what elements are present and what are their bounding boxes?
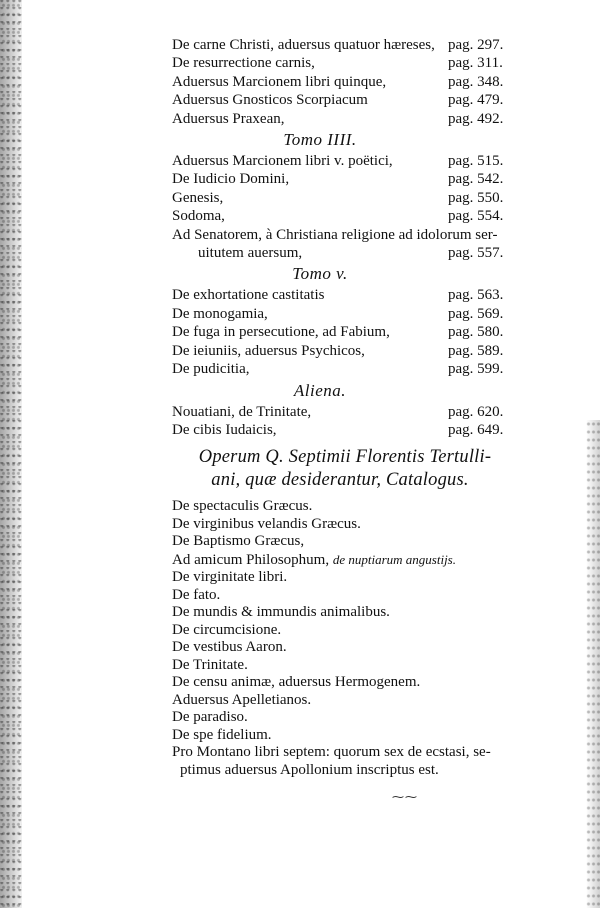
toc-entry: De monogamia, pag. 569.: [172, 305, 504, 322]
toc-entry: Aduersus Marcionem libri v. poëtici, pag. 515.: [172, 153, 504, 170]
list-item: De mundis & immundis animalibus.: [172, 604, 390, 620]
list-item: De paradiso.: [172, 709, 248, 725]
toc-entry: Aduersus Gnosticos Scorpiacum pag. 479.: [172, 92, 504, 109]
list-item: Aduersus Apelletianos.: [172, 691, 312, 708]
toc-entry: Sodoma, pag. 554.: [172, 208, 504, 225]
catalog-heading-line-2: ani, quæ desiderantur, Catalogus.: [211, 470, 469, 490]
list-item: De spe fidelium.: [172, 726, 272, 743]
toc-entry: De carne Christi, aduersus quatuor hæreses, pag. 297.: [172, 37, 504, 53]
catalog-heading-line-1: Operum Q. Septimii Florentis Tertulli-: [198, 447, 492, 467]
catchword-mark: ⁓⁓: [392, 790, 418, 804]
toc-entry-multiline: Ad Senatorem, à Christiana religione ad idolorum ser-: [172, 226, 498, 243]
toc-entry: Nouatiani, de Trinitate, pag. 620.: [172, 403, 504, 420]
catalog-heading: [180, 446, 510, 492]
toc-entry: De resurrectione carnis, pag. 311.: [172, 55, 503, 72]
page-right-edge-shadow: [586, 420, 600, 908]
lost-works-list: [172, 498, 502, 779]
list-item: Pro Montano libri septem: quorum sex de ecstasi, se-: [172, 744, 491, 760]
list-item: De censu animæ, aduersus Hermogenem.: [172, 674, 421, 690]
list-item: Ad amicum Philosophum, de nuptiarum angustijs.: [172, 551, 456, 568]
table-of-contents: [172, 36, 508, 439]
list-item: De vestibus Aaron.: [172, 639, 287, 655]
toc-entry-continuation: pag. 557. uitutem auersum,: [198, 245, 504, 262]
toc-entry: De cibis Iudaicis, pag. 649.: [172, 421, 504, 438]
toc-entry: De fuga in persecutione, ad Fabium, pag. 580.: [172, 324, 504, 341]
list-item: De circumcisione.: [172, 621, 282, 638]
toc-entry: De exhortatione castitatis pag. 563.: [172, 287, 504, 304]
section-heading-tomo-4: Tomo IIII.: [283, 130, 357, 150]
list-item: De virginitate libri.: [172, 569, 288, 585]
page-left-edge-shadow: [0, 0, 22, 908]
toc-entry: Aduersus Marcionem libri quinque, pag. 348.: [172, 73, 504, 90]
toc-entry: De ieiuniis, aduersus Psychicos, pag. 589.: [172, 342, 504, 359]
list-item: De spectaculis Græcus.: [172, 498, 313, 514]
toc-entry: Aduersus Praxean, pag. 492.: [172, 110, 504, 127]
section-heading-tomo-5: Tomo v.: [292, 264, 348, 284]
toc-entry: De Iudicio Domini, pag. 542.: [172, 171, 504, 188]
list-item-continuation: ptimus aduersus Apollonium inscriptus est.: [180, 761, 439, 778]
list-item: De virginibus velandis Græcus.: [172, 515, 361, 532]
list-item: De fato.: [172, 586, 221, 603]
toc-entry: De pudicitia, pag. 599.: [172, 361, 504, 378]
section-heading-aliena: Aliena.: [293, 380, 347, 400]
list-item: De Trinitate.: [172, 656, 248, 673]
toc-entry: Genesis, pag. 550.: [172, 189, 504, 206]
list-item: De Baptismo Græcus,: [172, 533, 305, 549]
